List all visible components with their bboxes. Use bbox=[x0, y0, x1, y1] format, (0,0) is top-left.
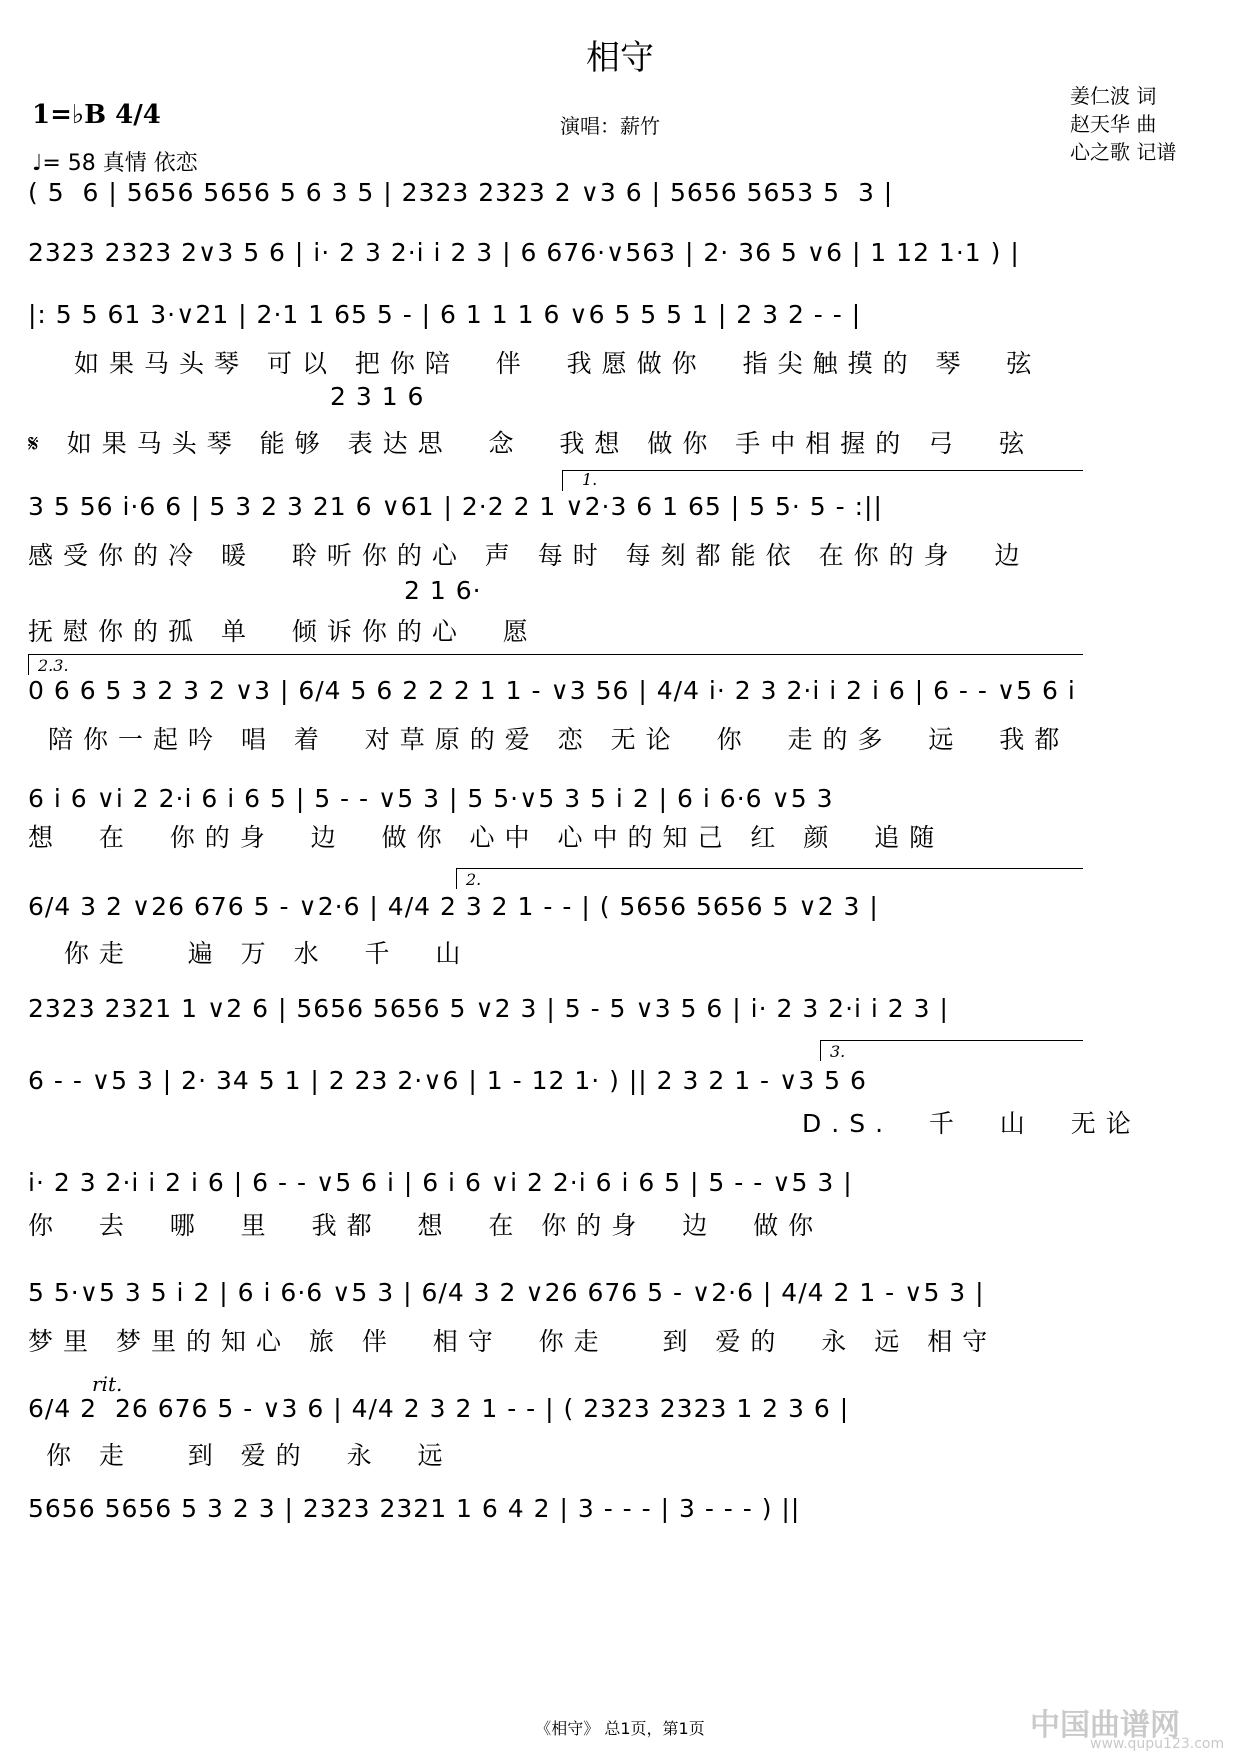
page-footer: 《相守》 总1页，第1页 bbox=[535, 1719, 705, 1738]
watermark-url: www.qupu123.com bbox=[1090, 1736, 1225, 1752]
composer-credit: 赵天华 曲 bbox=[1070, 112, 1157, 136]
lyric-line-9: D.S. 千 山 无论 bbox=[802, 1109, 1141, 1138]
score-line-6: 6 i 6 ∨i 2 2·i 6 i 6 5 | 5 - - ∨5 3 | 5 5·∨5 3 5 i 2 | 6 i 6·6 ∨5 3 bbox=[28, 784, 834, 813]
lyric-line-12: 你 走 到 爱的 永 远 bbox=[28, 1441, 453, 1470]
volta-3-bracket bbox=[820, 1040, 1083, 1061]
lyric-line-4b: 抚慰你的孤 单 倾诉你的心 愿 bbox=[28, 617, 538, 646]
volta-1-bracket bbox=[562, 470, 1083, 491]
lyric-line-3a: 如果马头琴 可以 把你陪 伴 我愿做你 指尖触摸的 琴 弦 bbox=[74, 349, 1042, 378]
score-alt-3: 2 3 1 6 bbox=[330, 382, 425, 411]
score-line-13: 5656 5656 5 3 2 3 | 2323 2321 1 6 4 2 | 3 - - - | 3 - - - ) || bbox=[28, 1494, 801, 1523]
lyric-line-4a: 感受你的冷 暖 聆听你的心 声 每时 每刻都能依 在你的身 边 bbox=[28, 541, 1030, 570]
score-line-1: ( 5 6 | 5656 5656 5 6 3 5 | 2323 2323 2 ∨3 6 | 5656 5653 5 3 | bbox=[28, 178, 894, 207]
song-title: 相守 bbox=[586, 38, 654, 78]
score-line-9: 6 - - ∨5 3 | 2· 34 5 1 | 2 23 2·∨6 | 1 - 12 1· ) || 2 3 2 1 - ∨3 5 6 bbox=[28, 1066, 867, 1095]
key-signature: 1=♭B 4/4 bbox=[32, 100, 161, 130]
score-line-5: 0 6 6 5 3 2 3 2 ∨3 | 6/4 5 6 2 2 2 1 1 - ∨3 56 | 4/4 i· 2 3 2·i i 2 i 6 | 6 - - ∨5 6 i bbox=[28, 676, 1076, 705]
score-line-4: 3 5 56 i·6 6 | 5 3 2 3 21 6 ∨61 | 2·2 2 1 ∨2·3 6 1 65 | 5 5· 5 - :|| bbox=[28, 492, 883, 521]
volta-23-bracket bbox=[28, 654, 1083, 675]
score-line-10: i· 2 3 2·i i 2 i 6 | 6 - - ∨5 6 i | 6 i 6 ∨i 2 2·i 6 i 6 5 | 5 - - ∨5 3 | bbox=[28, 1168, 853, 1197]
credits bbox=[1070, 82, 1176, 166]
lyric-line-5: 陪你一起吟 唱 着 对草原的爱 恋 无论 你 走的多 远 我都 bbox=[48, 725, 1070, 754]
score-line-12: 6/4 2 26 676 5 - ∨3 6 | 4/4 2 3 2 1 - - | ( 2323 2323 1 2 3 6 | bbox=[28, 1394, 850, 1423]
lyric-line-7: 你走 遍 万 水 千 山 bbox=[28, 939, 471, 968]
volta-2-bracket bbox=[456, 868, 1083, 889]
volta-23-label: 2.3. bbox=[38, 656, 69, 675]
score-alt-4: 2 1 6· bbox=[404, 576, 482, 605]
volta-1-label: 1. bbox=[582, 470, 598, 489]
lyric-line-3b: 𝄋 如果马头琴 能够 表达思 念 我想 做你 手中相握的 弓 弦 bbox=[28, 429, 1035, 458]
singer-credit: 演唱：薪竹 bbox=[560, 114, 660, 138]
lyric-line-6: 想 在 你的身 边 做你 心中 心中的知己 红 颜 追随 bbox=[28, 823, 945, 852]
transcriber-credit: 心之歌 记谱 bbox=[1070, 140, 1177, 164]
score-line-2: 2323 2323 2∨3 5 6 | i· 2 3 2·i i 2 3 | 6 676·∨563 | 2· 36 5 ∨6 | 1 12 1·1 ) | bbox=[28, 238, 1020, 267]
tempo-marking: ♩= 58 真情 依恋 bbox=[32, 151, 198, 176]
watermark-logo: 中国曲谱网 bbox=[1030, 1708, 1180, 1743]
lyric-line-11: 梦里 梦里的知心 旅 伴 相守 你走 到 爱的 永 远 相守 bbox=[28, 1327, 998, 1356]
lyric-line-10: 你 去 哪 里 我都 想 在 你的身 边 做你 bbox=[28, 1211, 824, 1240]
score-line-8: 2323 2321 1 ∨2 6 | 5656 5656 5 ∨2 3 | 5 - 5 ∨3 5 6 | i· 2 3 2·i i 2 3 | bbox=[28, 994, 949, 1023]
score-line-3: |: 5 5 61 3·∨21 | 2·1 1 65 5 - | 6 1 1 1 6 ∨6 5 5 5 1 | 2 3 2 - - | bbox=[28, 300, 862, 329]
lyricist-credit: 姜仁波 词 bbox=[1070, 84, 1157, 108]
score-line-7: 6/4 3 2 ∨26 676 5 - ∨2·6 | 4/4 2 3 2 1 - - | ( 5656 5656 5 ∨2 3 | bbox=[28, 892, 879, 921]
ritardando-marking: rit. bbox=[92, 1372, 123, 1396]
score-line-11: 5 5·∨5 3 5 i 2 | 6 i 6·6 ∨5 3 | 6/4 3 2 ∨26 676 5 - ∨2·6 | 4/4 2 1 - ∨5 3 | bbox=[28, 1278, 985, 1307]
volta-2-label: 2. bbox=[466, 870, 482, 889]
volta-3-label: 3. bbox=[830, 1042, 846, 1061]
